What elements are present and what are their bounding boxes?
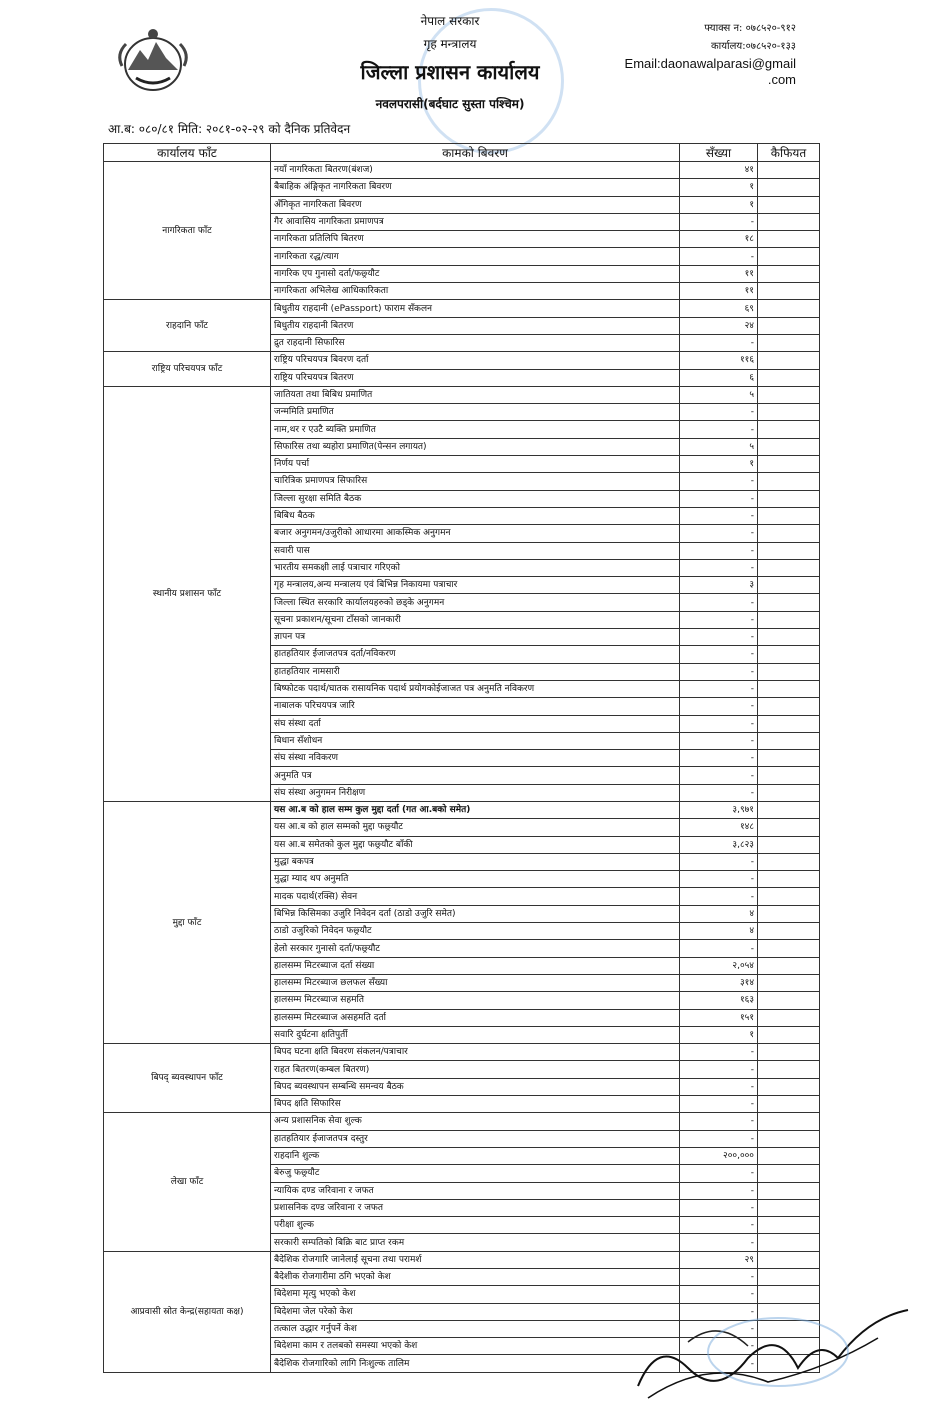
- remarks: [758, 957, 820, 974]
- work-count: -: [680, 732, 758, 749]
- work-description: गैर आवासिय नागरिकता प्रमाणपत्र: [271, 213, 680, 230]
- work-description: बिदेशमा काम र तलबको समस्या भएको केश: [271, 1338, 680, 1355]
- work-count: -: [680, 421, 758, 438]
- column-header-count: सँख्या: [680, 144, 758, 162]
- remarks: [758, 629, 820, 646]
- remarks: [758, 680, 820, 697]
- work-count: १: [680, 456, 758, 473]
- work-count: -: [680, 698, 758, 715]
- remarks: [758, 559, 820, 576]
- work-description: बेरुजु फछ्र्यौट: [271, 1165, 680, 1182]
- remarks: [758, 283, 820, 300]
- table-row: [104, 1113, 820, 1130]
- work-description: जिल्ला स्थित सरकारि कार्यालयहरुको छड्के अनुगमन: [271, 594, 680, 611]
- work-description: ठाडो उजुरिको निवेदन फछ्र्यौट: [271, 923, 680, 940]
- work-description: यस आ.ब को हाल सम्म कुल मुद्दा दर्ता (गत आ.बको समेत): [271, 801, 680, 818]
- work-count: -: [680, 940, 758, 957]
- remarks: [758, 317, 820, 334]
- work-count: -: [680, 1338, 758, 1355]
- work-description: सरकारी सम्पतिको बिक्रि बाट प्राप्त रकम: [271, 1234, 680, 1251]
- work-count: -: [680, 750, 758, 767]
- work-count: -: [680, 334, 758, 351]
- work-description: भारतीय समकक्षी लाई पत्राचार गरिएको: [271, 559, 680, 576]
- work-description: अँगिकृत नागरिकता बिवरण: [271, 196, 680, 213]
- work-count: -: [680, 629, 758, 646]
- work-count: -: [680, 1269, 758, 1286]
- work-description: परीक्षा शुल्क: [271, 1217, 680, 1234]
- work-description: राहदानि शुल्क: [271, 1147, 680, 1164]
- remarks: [758, 507, 820, 524]
- remarks: [758, 179, 820, 196]
- work-description: बिभिन्न किसिमका उजुरि निवेदन दर्ता (ठाडो उजुरि समेत): [271, 905, 680, 922]
- work-description: अन्य प्रशासनिक सेवा शुल्क: [271, 1113, 680, 1130]
- remarks: [758, 750, 820, 767]
- work-count: ११: [680, 265, 758, 282]
- remarks: [758, 715, 820, 732]
- work-description: जिल्ला सुरक्षा समिति बैठक: [271, 490, 680, 507]
- fax-number: फ्याक्स न: ०७८५२०-९१२: [704, 23, 796, 34]
- remarks: [758, 1269, 820, 1286]
- section-name: बिपद् ब्यवस्थापन फाँट: [104, 1044, 271, 1113]
- work-description: बैदेशीक रोजगारीमा ठगि भएको केश: [271, 1269, 680, 1286]
- remarks: [758, 300, 820, 317]
- office-phone: कार्यालय:०७८५२०-१३३: [710, 41, 796, 52]
- work-description: हालसम्म मिटरब्याज असहमति दर्ता: [271, 1009, 680, 1026]
- work-description: ज्ञापन पत्र: [271, 629, 680, 646]
- work-count: -: [680, 213, 758, 230]
- work-count: -: [680, 646, 758, 663]
- work-description: जन्ममिति प्रमाणित: [271, 404, 680, 421]
- remarks: [758, 196, 820, 213]
- table-row: [104, 1044, 820, 1061]
- remarks: [758, 853, 820, 870]
- daily-report-table: [103, 143, 820, 1373]
- government-emblem: [114, 26, 192, 98]
- work-description: राष्ट्रिय परिचयपत्र बिवरण दर्ता: [271, 352, 680, 369]
- work-count: -: [680, 715, 758, 732]
- work-count: -: [680, 663, 758, 680]
- remarks: [758, 334, 820, 351]
- work-count: -: [680, 888, 758, 905]
- remarks: [758, 801, 820, 818]
- work-description: निर्णय पर्चा: [271, 456, 680, 473]
- work-count: -: [680, 490, 758, 507]
- work-count: -: [680, 1044, 758, 1061]
- work-description: सवारी पास: [271, 542, 680, 559]
- remarks: [758, 525, 820, 542]
- work-count: ३,९७१: [680, 801, 758, 818]
- remarks: [758, 698, 820, 715]
- remarks: [758, 940, 820, 957]
- contact-info: [625, 20, 796, 88]
- remarks: [758, 1009, 820, 1026]
- work-count: -: [680, 1355, 758, 1372]
- work-description: बिपद ब्यवस्थापन सम्बन्धि समन्वय बैठक: [271, 1078, 680, 1095]
- work-description: संघ संस्था अनुगमन निरीक्षण: [271, 784, 680, 801]
- work-count: १: [680, 1026, 758, 1043]
- work-count: ४: [680, 905, 758, 922]
- work-description: सूचना प्रकाशन/सूचना टाँसको जानकारी: [271, 611, 680, 628]
- email-line-2: .com: [767, 72, 796, 87]
- work-count: ११६: [680, 352, 758, 369]
- work-count: ५: [680, 438, 758, 455]
- remarks: [758, 1044, 820, 1061]
- ministry-name: गृह मन्त्रालय: [423, 37, 477, 51]
- work-description: बिधुतीय राहदानी (ePassport) फाराम सँकलन: [271, 300, 680, 317]
- work-count: -: [680, 1234, 758, 1251]
- remarks: [758, 1130, 820, 1147]
- work-description: हालसम्म मिटरब्याज सहमति: [271, 992, 680, 1009]
- work-description: अनुमति पत्र: [271, 767, 680, 784]
- work-count: -: [680, 525, 758, 542]
- remarks: [758, 646, 820, 663]
- work-count: १६३: [680, 992, 758, 1009]
- work-count: २४: [680, 317, 758, 334]
- work-count: -: [680, 680, 758, 697]
- column-header-section: कार्यालय फाँट: [104, 144, 271, 162]
- work-count: १५१: [680, 1009, 758, 1026]
- remarks: [758, 611, 820, 628]
- table-header-row: [104, 144, 820, 162]
- work-count: ६९: [680, 300, 758, 317]
- work-description: नागरिकता अभिलेख आधिकारिकता: [271, 283, 680, 300]
- email-line-1: Email:daonawalparasi@gmail: [624, 56, 796, 71]
- table-row: [104, 352, 820, 369]
- work-count: -: [680, 507, 758, 524]
- table-row: [104, 1251, 820, 1268]
- work-description: यस आ.ब को हाल सम्मको मुद्दा फछ्र्यौट: [271, 819, 680, 836]
- work-count: -: [680, 404, 758, 421]
- work-description: बिधुतीय राहदानी बितरण: [271, 317, 680, 334]
- work-description: हालसम्म मिटरब्याज दर्ता संख्या: [271, 957, 680, 974]
- work-description: सवारि दुर्घटना क्षतिपुर्ती: [271, 1026, 680, 1043]
- remarks: [758, 162, 820, 179]
- letterhead: [300, 12, 600, 112]
- remarks: [758, 231, 820, 248]
- remarks: [758, 577, 820, 594]
- work-count: -: [680, 1165, 758, 1182]
- remarks: [758, 663, 820, 680]
- work-count: ३,८२३: [680, 836, 758, 853]
- section-name: लेखा फाँट: [104, 1113, 271, 1251]
- remarks: [758, 819, 820, 836]
- remarks: [758, 421, 820, 438]
- work-count: -: [680, 1199, 758, 1216]
- work-description: संघ संस्था दर्ता: [271, 715, 680, 732]
- work-description: बिदेशमा मृत्यु भएको केश: [271, 1286, 680, 1303]
- remarks: [758, 1096, 820, 1113]
- work-description: नयाँ नागरिकता बितरण(बंशज): [271, 162, 680, 179]
- work-description: प्रशासनिक दण्ड जरिवाना र जफत: [271, 1199, 680, 1216]
- remarks: [758, 265, 820, 282]
- work-description: बैदेशिक रोजगारि जानेलाई सूचना तथा परामर्श: [271, 1251, 680, 1268]
- office-location: नवलपरासी(बर्दघाट सुस्ता पश्चिम): [375, 97, 525, 111]
- work-description: हातहतियार नामसारी: [271, 663, 680, 680]
- section-name: नागरिकता फाँट: [104, 162, 271, 300]
- work-description: सिफारिस तथा ब्यहोरा प्रमाणित(पेन्सन लगायत): [271, 438, 680, 455]
- work-count: -: [680, 1096, 758, 1113]
- work-count: -: [680, 1078, 758, 1095]
- table-row: [104, 162, 820, 179]
- work-count: -: [680, 1303, 758, 1320]
- remarks: [758, 1165, 820, 1182]
- remarks: [758, 473, 820, 490]
- work-count: ६: [680, 369, 758, 386]
- remarks: [758, 888, 820, 905]
- work-count: ३१४: [680, 974, 758, 991]
- work-count: ११: [680, 283, 758, 300]
- work-count: -: [680, 1113, 758, 1130]
- remarks: [758, 871, 820, 888]
- work-count: -: [680, 1182, 758, 1199]
- section-name: राहदानि फाँट: [104, 300, 271, 352]
- section-name: मुद्दा फाँट: [104, 801, 271, 1043]
- work-description: चारित्रिक प्रमाणपत्र सिफारिस: [271, 473, 680, 490]
- work-description: बिधान सँशोधन: [271, 732, 680, 749]
- remarks: [758, 1147, 820, 1164]
- remarks: [758, 456, 820, 473]
- work-description: जातियता तथा बिबिध प्रमाणित: [271, 386, 680, 403]
- remarks: [758, 767, 820, 784]
- remarks: [758, 1199, 820, 1216]
- table-body: [104, 162, 820, 1373]
- work-description: नागरिक एप गुनासो दर्ता/फछ्र्यौट: [271, 265, 680, 282]
- work-count: -: [680, 1130, 758, 1147]
- table-row: [104, 386, 820, 403]
- work-description: न्यायिक दण्ड जरिवाना र जफत: [271, 1182, 680, 1199]
- remarks: [758, 1217, 820, 1234]
- government-name: नेपाल सरकार: [420, 14, 480, 28]
- work-description: हेलो सरकार गुनासो दर्ता/फछ्र्यौट: [271, 940, 680, 957]
- work-count: -: [680, 767, 758, 784]
- remarks: [758, 213, 820, 230]
- report-title: आ.ब: ०८०/८१ मिति: २०८१-०२-२९ को दैनिक प्रतिवेदन: [108, 122, 351, 136]
- remarks: [758, 1234, 820, 1251]
- work-count: ३: [680, 577, 758, 594]
- work-count: -: [680, 542, 758, 559]
- work-count: -: [680, 594, 758, 611]
- work-description: बैदेशिक रोजगारिको लागि निःशुल्क तालिम: [271, 1355, 680, 1372]
- work-description: हातहतियार ईजाजतपत्र दर्ता/नविकरण: [271, 646, 680, 663]
- work-description: नाबालक परिचयपत्र जारि: [271, 698, 680, 715]
- work-description: बजार अनुगमन/उजुरीको आधारमा आकस्मिक अनुगमन: [271, 525, 680, 542]
- work-count: -: [680, 871, 758, 888]
- remarks: [758, 836, 820, 853]
- work-description: हालसम्म मिटरब्याज छलफल सँख्या: [271, 974, 680, 991]
- work-description: बिपद घटना क्षति बिवरण संकलन/पत्राचार: [271, 1044, 680, 1061]
- work-description: मुद्धा बकपत्र: [271, 853, 680, 870]
- remarks: [758, 594, 820, 611]
- work-count: -: [680, 473, 758, 490]
- work-description: मादक पदार्थ(रक्सि) सेवन: [271, 888, 680, 905]
- work-count: १: [680, 196, 758, 213]
- signature: [628, 1298, 918, 1408]
- work-description: बैबाहिक अंङ्गिकृत नागरिकता बिवरण: [271, 179, 680, 196]
- table-row: [104, 801, 820, 818]
- work-description: बिष्फोटक पदार्थ/घातक रासायनिक पदार्थ प्रयोगकोईजाजत पत्र अनुमति नविकरण: [271, 680, 680, 697]
- table-row: [104, 300, 820, 317]
- work-count: -: [680, 1286, 758, 1303]
- work-count: ४१: [680, 162, 758, 179]
- work-description: बिपद क्षति सिफारिस: [271, 1096, 680, 1113]
- work-count: १४८: [680, 819, 758, 836]
- work-description: द्रुत राहदानी सिफारिस: [271, 334, 680, 351]
- work-count: -: [680, 853, 758, 870]
- work-description: तत्काल उद्धार गर्नुपर्ने केश: [271, 1320, 680, 1337]
- work-description: यस आ.ब समेतको कुल मुद्दा फछ्र्यौट बाँकी: [271, 836, 680, 853]
- remarks: [758, 1061, 820, 1078]
- work-count: १: [680, 179, 758, 196]
- column-header-description: कामको बिवरण: [271, 144, 680, 162]
- remarks: [758, 905, 820, 922]
- remarks: [758, 784, 820, 801]
- remarks: [758, 1113, 820, 1130]
- remarks: [758, 974, 820, 991]
- work-count: -: [680, 559, 758, 576]
- remarks: [758, 923, 820, 940]
- remarks: [758, 404, 820, 421]
- work-count: -: [680, 1061, 758, 1078]
- work-count: ४: [680, 923, 758, 940]
- remarks: [758, 369, 820, 386]
- work-description: नाम,थर र एउटै ब्यक्ति प्रमाणित: [271, 421, 680, 438]
- work-description: राष्ट्रिय परिचयपत्र बितरण: [271, 369, 680, 386]
- remarks: [758, 1078, 820, 1095]
- work-count: ५: [680, 386, 758, 403]
- work-description: संघ संस्था नविकरण: [271, 750, 680, 767]
- work-description: हातहतियार ईजाजतपत्र दस्तुर: [271, 1130, 680, 1147]
- work-description: राहत बितरण(कम्बल बितरण): [271, 1061, 680, 1078]
- section-name: स्थानीय प्रशासन फाँट: [104, 386, 271, 801]
- section-name: राष्ट्रिय परिचयपत्र फाँट: [104, 352, 271, 387]
- work-description: गृह मन्त्रालय,अन्य मन्त्रालय एवं बिभिन्न निकायमा पत्राचार: [271, 577, 680, 594]
- work-count: -: [680, 1217, 758, 1234]
- work-count: -: [680, 1320, 758, 1337]
- work-description: बिदेशमा जेल परेको केश: [271, 1303, 680, 1320]
- remarks: [758, 1251, 820, 1268]
- remarks: [758, 386, 820, 403]
- work-count: २९: [680, 1251, 758, 1268]
- remarks: [758, 992, 820, 1009]
- remarks: [758, 438, 820, 455]
- work-count: २००,०००: [680, 1147, 758, 1164]
- remarks: [758, 542, 820, 559]
- column-header-remarks: कैफियत: [758, 144, 820, 162]
- work-count: -: [680, 248, 758, 265]
- remarks: [758, 248, 820, 265]
- work-description: नागरिकता प्रतिलिपि बितरण: [271, 231, 680, 248]
- remarks: [758, 352, 820, 369]
- work-count: २,०५४: [680, 957, 758, 974]
- work-description: मुद्धा म्याद थप अनुमति: [271, 871, 680, 888]
- work-count: १८: [680, 231, 758, 248]
- remarks: [758, 1182, 820, 1199]
- office-name: जिल्ला प्रशासन कार्यालय: [360, 60, 540, 84]
- work-count: -: [680, 611, 758, 628]
- work-description: बिबिध बैठक: [271, 507, 680, 524]
- remarks: [758, 490, 820, 507]
- work-description: नागरिकता रद्ध/त्याग: [271, 248, 680, 265]
- remarks: [758, 732, 820, 749]
- section-name: आप्रवासी स्रोत केन्द्र(सहायता कक्ष): [104, 1251, 271, 1372]
- work-count: -: [680, 784, 758, 801]
- remarks: [758, 1026, 820, 1043]
